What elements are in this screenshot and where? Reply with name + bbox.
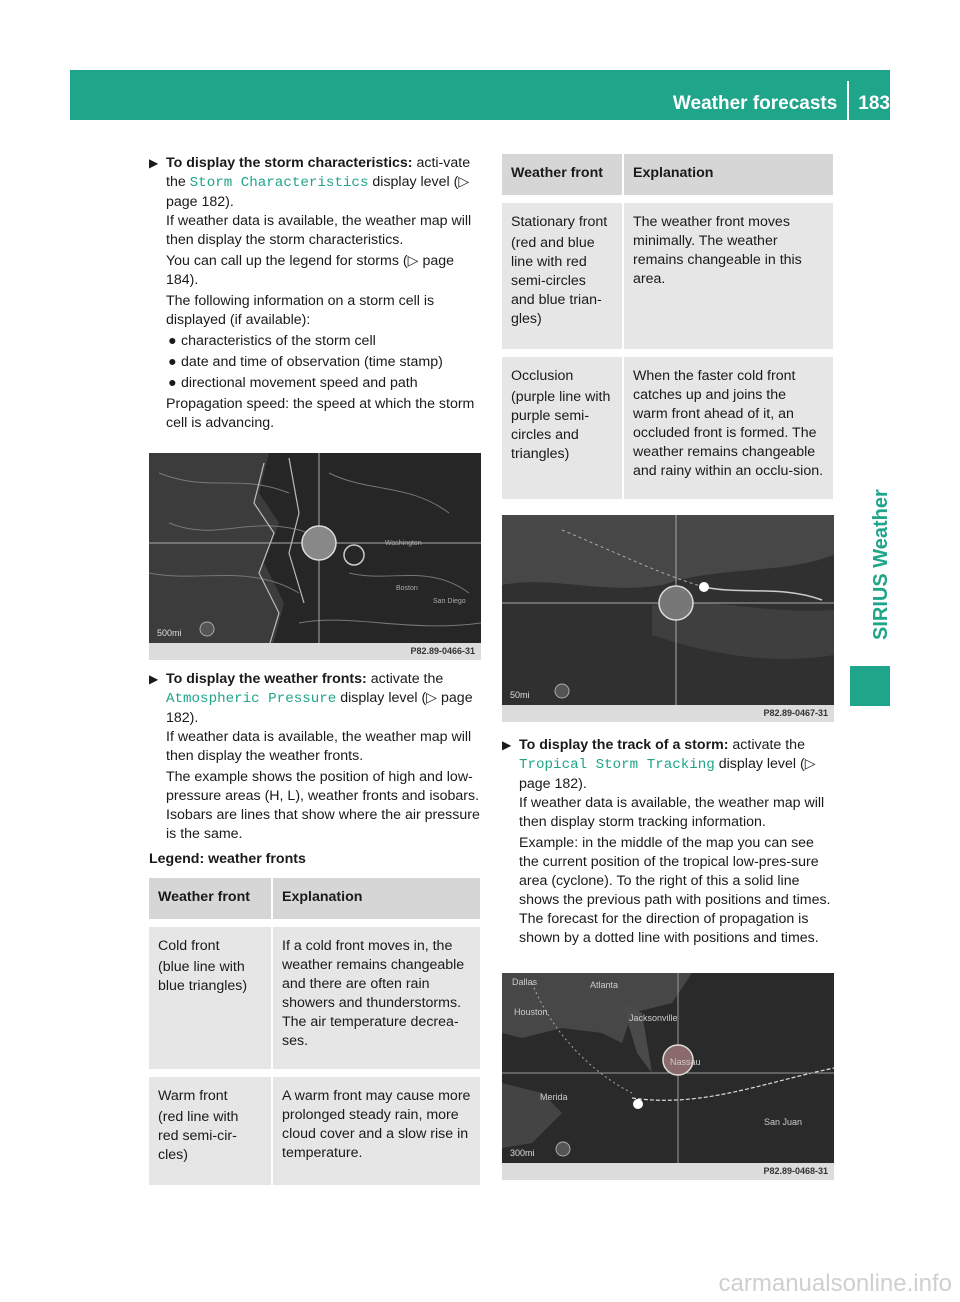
example-text: The example shows the position of high and low-pressure areas (H, L), weather fronts and isobars. Isobars are lines that show where the air pressure is the same. bbox=[166, 769, 480, 842]
step-arrow-icon: ▶ bbox=[502, 738, 512, 752]
image-code: P82.89-0468-31 bbox=[763, 1166, 828, 1176]
column-header: Explanation bbox=[271, 878, 480, 919]
storm-track-map-image bbox=[502, 973, 834, 1180]
map-label: Washington bbox=[385, 540, 422, 547]
map-label: San Diego bbox=[433, 598, 466, 605]
table-row: Stationary front (red and blue line with red semi-circles and blue trian-gles) The weather front moves minimally. The weather remains changeable in this area. bbox=[502, 195, 833, 349]
tropical-storm-tracking-link[interactable]: Tropical Storm Tracking bbox=[519, 757, 715, 773]
map-label: Atlanta bbox=[590, 980, 619, 990]
storm-map-image bbox=[149, 453, 481, 660]
atmospheric-pressure-link[interactable]: Atmospheric Pressure bbox=[166, 691, 337, 707]
page-number: 183 bbox=[858, 93, 890, 115]
storm-characteristics-link[interactable]: Storm Characteristics bbox=[189, 175, 369, 191]
right-column-lower bbox=[502, 736, 837, 950]
map-scale: 300mi bbox=[510, 1148, 535, 1158]
weather-fronts-table-1 bbox=[149, 878, 480, 1185]
track-example-text: Example: in the middle of the map you can see the current position of the tropical low-pres-sure area (cyclone). To the right of this a solid line shows the previous path with positions and times. The forecast for the direction of propagation is shown by a dotted line with positions and times. bbox=[519, 835, 831, 946]
table-row: Occlusion (purple line with purple semi-circles and triangles) When the faster cold front catches up and joins the warm front ahead of it, an occluded front is formed. The weather remains changeable and rainy within an occlu-sion. bbox=[502, 349, 833, 499]
column-header: Explanation bbox=[622, 154, 833, 195]
map-label: Dallas bbox=[512, 977, 538, 987]
column-header: Weather front bbox=[149, 878, 271, 919]
fronts-step: ▶ To display the weather fronts: activate the Atmospheric Pressure display level (▷ page 182). If weather data is available, the weather map will then display the weather fronts. bbox=[149, 671, 473, 764]
page-header bbox=[673, 84, 890, 124]
map-label: Boston bbox=[396, 585, 418, 592]
list-item: ● date and time of observation (time stamp) bbox=[168, 354, 443, 370]
storm-step: ▶ To display the storm characteristics: acti-vate the Storm Characteristics display level (▷ page 182). If weather data is available, the weather map will then display the storm characteristics. bbox=[149, 155, 472, 248]
step-arrow-icon: ▶ bbox=[149, 672, 159, 686]
section-title: Weather forecasts bbox=[672, 93, 838, 115]
list-item: ● characteristics of the storm cell bbox=[168, 333, 376, 349]
bullet-icon: ● bbox=[168, 354, 177, 370]
propagation-text: Propagation speed: the speed at which the storm cell is advancing. bbox=[166, 396, 475, 431]
map-label: Houston bbox=[514, 1007, 548, 1017]
weather-fronts-table-2 bbox=[502, 154, 833, 499]
storm-position-map-image bbox=[502, 515, 834, 722]
list-item: ● directional movement speed and path bbox=[168, 375, 418, 391]
side-tab-label: SIRIUS Weather bbox=[870, 489, 892, 640]
info-intro: The following information on a storm cell is displayed (if available): bbox=[166, 293, 435, 328]
map-label: Nassau bbox=[670, 1057, 701, 1067]
side-tab-marker bbox=[850, 666, 890, 706]
bullet-icon: ● bbox=[168, 375, 177, 391]
image-code: P82.89-0467-31 bbox=[763, 708, 828, 718]
legend-reference: You can call up the legend for storms (▷ page 184). bbox=[166, 253, 455, 288]
column-header: Weather front bbox=[502, 154, 622, 195]
table-row: Warm front (red line with red semi-cir-cles) A warm front may cause more prolonged steady rain, more cloud cover and a slow rise in temperature. bbox=[149, 1069, 480, 1185]
table-row: Cold front (blue line with blue triangles) If a cold front moves in, the weather remains changeable and there are often rain showers and thunderstorms. The air temperature decrea-ses. bbox=[149, 919, 480, 1069]
bullet-icon: ● bbox=[168, 333, 177, 349]
map-label: San Juan bbox=[764, 1117, 803, 1127]
track-step: ▶ To display the track of a storm: activate the Tropical Storm Tracking display level (▷ page 182). If weather data is available, the weather map will then display storm tracking information. bbox=[502, 737, 825, 830]
legend-title: Legend: weather fronts bbox=[149, 851, 306, 867]
map-label: Jacksonville bbox=[629, 1013, 678, 1023]
left-column-lower bbox=[149, 670, 481, 871]
map-label: Merida bbox=[540, 1092, 568, 1102]
header-divider bbox=[847, 81, 849, 121]
left-column bbox=[149, 154, 481, 435]
map-scale: 500mi bbox=[157, 628, 182, 638]
image-code: P82.89-0466-31 bbox=[410, 646, 475, 656]
footer-watermark: carmanualsonline.info bbox=[718, 1270, 952, 1297]
map-scale: 50mi bbox=[510, 690, 530, 700]
step-arrow-icon: ▶ bbox=[149, 156, 159, 170]
